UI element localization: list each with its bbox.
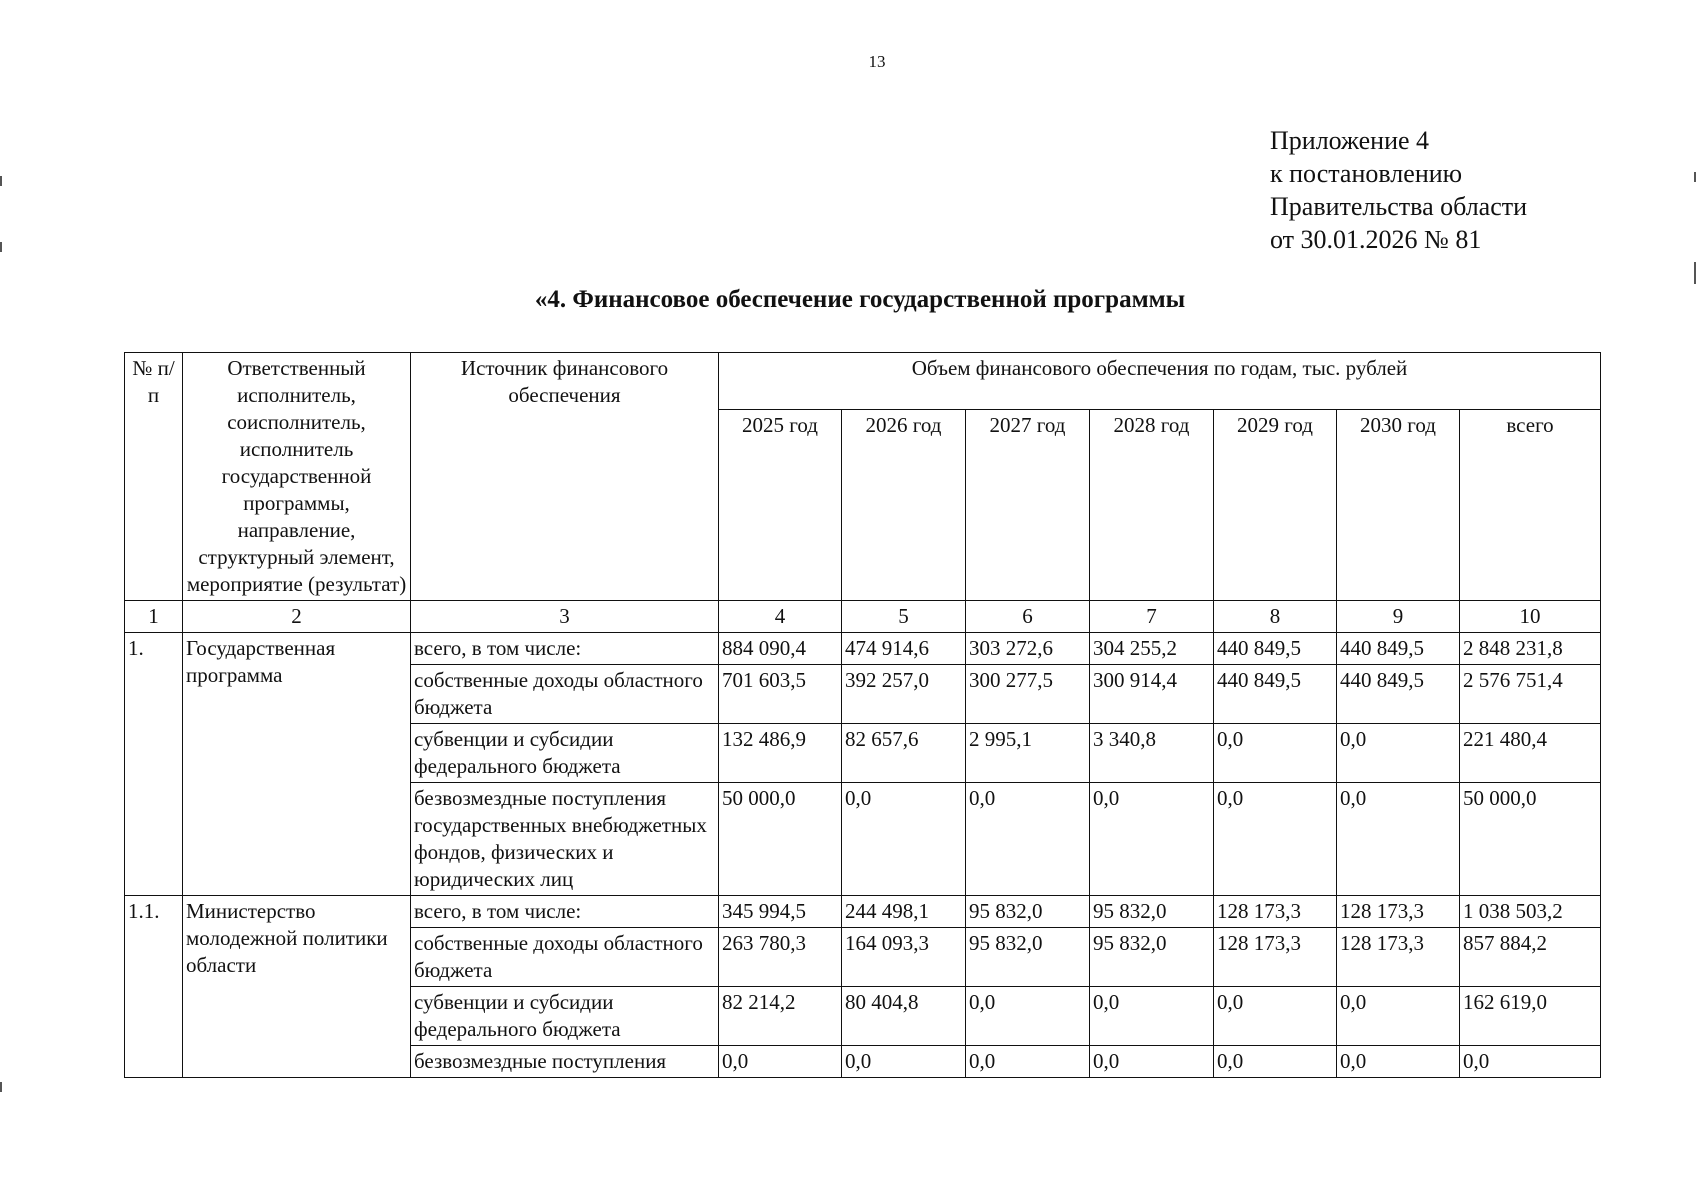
- value-cell: 82 214,2: [719, 987, 842, 1046]
- value-cell: 95 832,0: [966, 928, 1090, 987]
- row-source: всего, в том числе:: [411, 633, 719, 665]
- column-number: 4: [719, 601, 842, 633]
- value-cell: 0,0: [1337, 783, 1460, 896]
- value-cell: 440 849,5: [1214, 665, 1337, 724]
- header-year-2027: 2027 год: [966, 410, 1090, 601]
- value-cell: 0,0: [1214, 987, 1337, 1046]
- value-cell: 440 849,5: [1337, 633, 1460, 665]
- row-source: собственные доходы областного бюджета: [411, 665, 719, 724]
- value-cell: 95 832,0: [1090, 896, 1214, 928]
- header-year-2030: 2030 год: [1337, 410, 1460, 601]
- value-cell: 392 257,0: [842, 665, 966, 724]
- value-cell: 884 090,4: [719, 633, 842, 665]
- appendix-block: [1270, 124, 1527, 256]
- row-executor: Министерство молодежной политики области: [183, 896, 411, 1078]
- value-cell: 0,0: [1460, 1046, 1601, 1078]
- column-numbers-row: [125, 601, 1601, 633]
- column-number: 8: [1214, 601, 1337, 633]
- value-cell: 440 849,5: [1337, 665, 1460, 724]
- header-year-2025: 2025 год: [719, 410, 842, 601]
- value-cell: 300 914,4: [1090, 665, 1214, 724]
- appendix-line-1: Приложение 4: [1270, 126, 1430, 155]
- value-cell: 2 848 231,8: [1460, 633, 1601, 665]
- row-number: 1.: [125, 633, 183, 896]
- value-cell: 128 173,3: [1337, 896, 1460, 928]
- row-source: субвенции и субсидии федерального бюджета: [411, 724, 719, 783]
- margin-mark: [0, 242, 2, 252]
- header-year-2028: 2028 год: [1090, 410, 1214, 601]
- value-cell: 440 849,5: [1214, 633, 1337, 665]
- value-cell: 164 093,3: [842, 928, 966, 987]
- value-cell: 2 576 751,4: [1460, 665, 1601, 724]
- value-cell: 857 884,2: [1460, 928, 1601, 987]
- document-title: «4. Финансовое обеспечение государственной программы: [534, 286, 1186, 313]
- row-source: безвозмездные поступления: [411, 1046, 719, 1078]
- value-cell: 1 038 503,2: [1460, 896, 1601, 928]
- row-source: субвенции и субсидии федерального бюджета: [411, 987, 719, 1046]
- table-body: [125, 633, 1601, 1078]
- header-num: № п/п: [125, 353, 183, 601]
- value-cell: 0,0: [1090, 783, 1214, 896]
- value-cell: 0,0: [1214, 724, 1337, 783]
- value-cell: 221 480,4: [1460, 724, 1601, 783]
- column-number: 5: [842, 601, 966, 633]
- value-cell: 128 173,3: [1214, 896, 1337, 928]
- value-cell: 3 340,8: [1090, 724, 1214, 783]
- value-cell: 304 255,2: [1090, 633, 1214, 665]
- appendix-line-3: Правительства области: [1270, 192, 1528, 221]
- value-cell: 701 603,5: [719, 665, 842, 724]
- value-cell: 82 657,6: [842, 724, 966, 783]
- value-cell: 263 780,3: [719, 928, 842, 987]
- row-number: 1.1.: [125, 896, 183, 1078]
- header-volume: Объем финансового обеспечения по годам, тыс. рублей: [719, 353, 1601, 410]
- value-cell: 0,0: [966, 1046, 1090, 1078]
- column-number: 6: [966, 601, 1090, 633]
- value-cell: 0,0: [1214, 1046, 1337, 1078]
- header-year-2029: 2029 год: [1214, 410, 1337, 601]
- value-cell: 303 272,6: [966, 633, 1090, 665]
- header-source: Источник финансового обеспечения: [411, 353, 719, 601]
- value-cell: 345 994,5: [719, 896, 842, 928]
- column-number: 10: [1460, 601, 1601, 633]
- value-cell: 0,0: [1337, 987, 1460, 1046]
- value-cell: 0,0: [842, 783, 966, 896]
- column-number: 1: [125, 601, 183, 633]
- value-cell: 0,0: [842, 1046, 966, 1078]
- header-row-top: [125, 353, 1601, 410]
- value-cell: 0,0: [966, 783, 1090, 896]
- column-number: 2: [183, 601, 411, 633]
- header-year-2026: 2026 год: [842, 410, 966, 601]
- value-cell: 128 173,3: [1337, 928, 1460, 987]
- value-cell: 474 914,6: [842, 633, 966, 665]
- row-executor: Государственная программа: [183, 633, 411, 896]
- row-source: собственные доходы областного бюджета: [411, 928, 719, 987]
- value-cell: 0,0: [1090, 1046, 1214, 1078]
- header-total: всего: [1460, 410, 1601, 601]
- value-cell: 0,0: [1214, 783, 1337, 896]
- header-executor: Ответственный исполнитель, соисполнитель, исполнитель государственной программы, направление, структурный элемент, мероприятие (результат): [183, 353, 411, 601]
- appendix-line-2: к постановлению: [1270, 159, 1463, 188]
- column-number: 9: [1337, 601, 1460, 633]
- value-cell: 0,0: [1337, 1046, 1460, 1078]
- value-cell: 2 995,1: [966, 724, 1090, 783]
- table-row: [125, 633, 1601, 665]
- financing-table: [124, 352, 1601, 1078]
- margin-mark: [1694, 172, 1696, 182]
- value-cell: 50 000,0: [719, 783, 842, 896]
- margin-mark: [1694, 262, 1696, 284]
- value-cell: 132 486,9: [719, 724, 842, 783]
- value-cell: 0,0: [719, 1046, 842, 1078]
- value-cell: 0,0: [1090, 987, 1214, 1046]
- row-source: безвозмездные поступления государственных внебюджетных фондов, физических и юридических лиц: [411, 783, 719, 896]
- value-cell: 0,0: [1337, 724, 1460, 783]
- value-cell: 300 277,5: [966, 665, 1090, 724]
- value-cell: 95 832,0: [966, 896, 1090, 928]
- value-cell: 244 498,1: [842, 896, 966, 928]
- value-cell: 95 832,0: [1090, 928, 1214, 987]
- row-source: всего, в том числе:: [411, 896, 719, 928]
- appendix-line-4: от 30.01.2026 № 81: [1270, 225, 1482, 254]
- table-row: [125, 896, 1601, 928]
- page-number: 13: [868, 52, 886, 71]
- value-cell: 0,0: [966, 987, 1090, 1046]
- value-cell: 80 404,8: [842, 987, 966, 1046]
- value-cell: 162 619,0: [1460, 987, 1601, 1046]
- value-cell: 50 000,0: [1460, 783, 1601, 896]
- column-number: 7: [1090, 601, 1214, 633]
- column-number: 3: [411, 601, 719, 633]
- margin-mark: [0, 176, 2, 186]
- value-cell: 128 173,3: [1214, 928, 1337, 987]
- margin-mark: [0, 1082, 2, 1092]
